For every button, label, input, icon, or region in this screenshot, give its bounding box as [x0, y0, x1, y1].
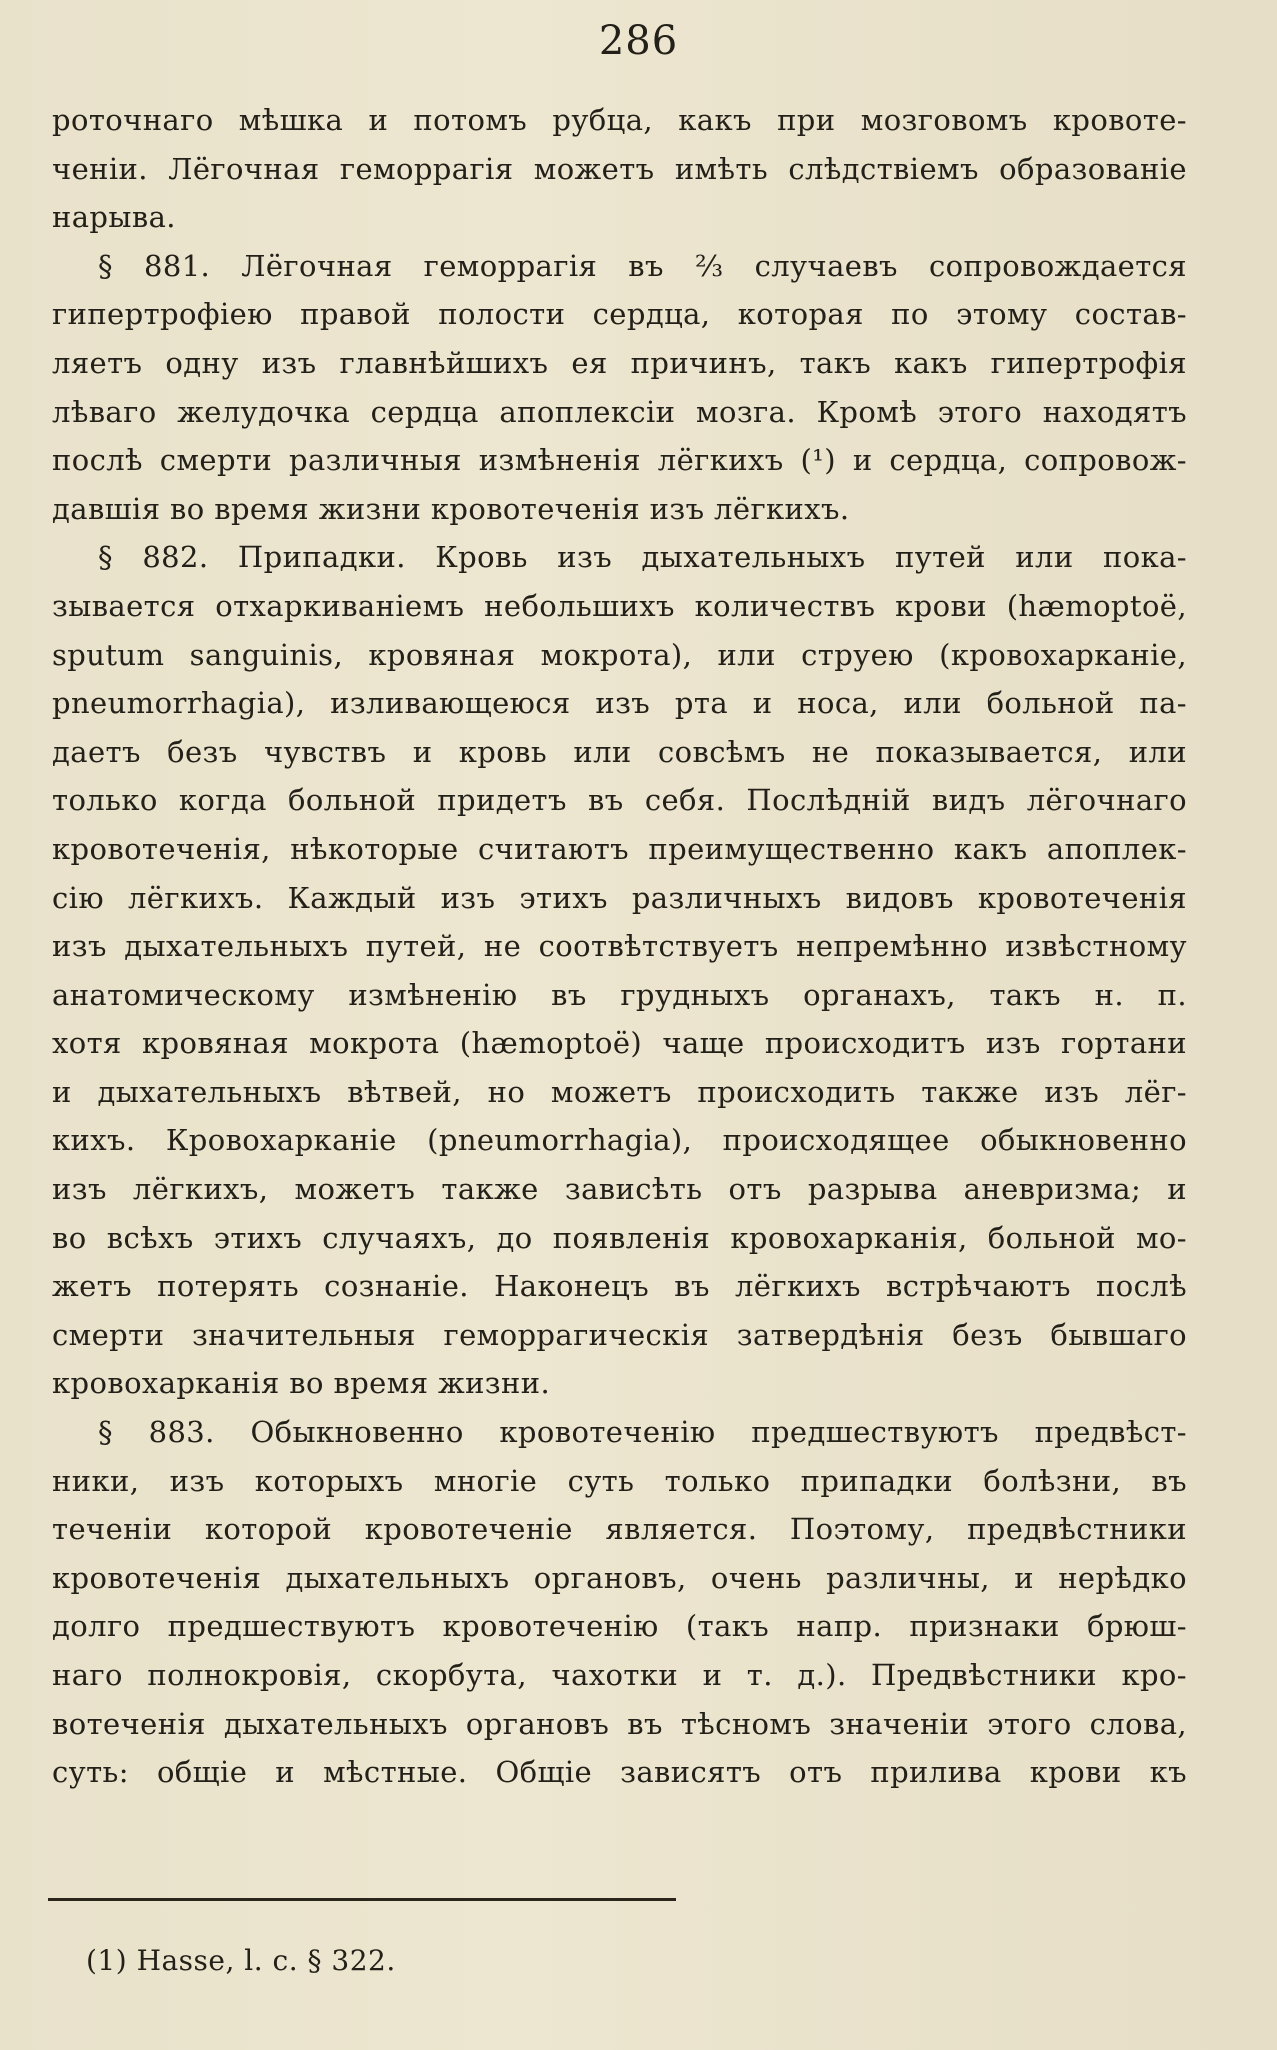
text-line: жетъ потерять сознаніе. Наконецъ въ лёгкихъ встрѣчаютъ послѣ [52, 1269, 1187, 1304]
text-line: нарыва. [52, 200, 176, 235]
text-line: и дыхательныхъ вѣтвей, но можетъ происходить также изъ лёг- [52, 1074, 1187, 1109]
text-line: изъ дыхательныхъ путей, не соотвѣтствуетъ непремѣнно извѣстному [52, 929, 1187, 964]
text-line: кровохарканія во время жизни. [52, 1366, 551, 1401]
text-line: сію лёгкихъ. Каждый изъ этихъ различныхъ видовъ кровотеченія [52, 880, 1187, 915]
text-line: только когда больной придетъ въ себя. Послѣдній видъ лёгочнаго [52, 783, 1187, 818]
text-line: лѣваго желудочка сердца апоплексіи мозга. Кромѣ этого находятъ [52, 394, 1187, 429]
text-line: анатомическому измѣненію въ грудныхъ органахъ, такъ н. п. [52, 977, 1187, 1012]
text-line: кровотеченія дыхательныхъ органовъ, очень различны, и нерѣдко [52, 1560, 1187, 1595]
text-line: наго полнокровія, скорбута, чахотки и т. д.). Предвѣстники кро- [52, 1658, 1187, 1692]
text-line: изъ лёгкихъ, можетъ также зависѣть отъ разрыва аневризма; и [52, 1172, 1187, 1207]
text-line: давшія во время жизни кровотеченія изъ лёгкихъ. [52, 491, 850, 526]
text-line: хотя кровяная мокрота (hæmoptoë) чаще происходитъ изъ гортани [52, 1026, 1187, 1061]
text-line: зывается отхаркиваніемъ небольшихъ количествъ крови (hæmoptoë, [52, 588, 1187, 623]
page-number: 286 [598, 18, 679, 64]
paragraph-882-start: § 882. Припадки. Кровь изъ дыхательныхъ путей или пока- [98, 540, 1187, 575]
text-line: ченіи. Лёгочная геморрагія можетъ имѣть слѣдствіемъ образованіе [52, 151, 1187, 186]
text-line: долго предшествуютъ кровотеченію (такъ напр. признаки брюш- [52, 1609, 1187, 1644]
footnote-divider [48, 1898, 676, 1901]
text-line: кровотеченія, нѣкоторые считаютъ преимущественно какъ апоплек- [52, 831, 1187, 866]
text-line: sputum sanguinis, кровяная мокрота), или струею (кровохарканіе, [52, 637, 1187, 672]
text-line: послѣ смерти различныя измѣненія лёгкихъ (¹) и сердца, сопровож- [52, 443, 1187, 478]
text-line: теченіи которой кровотеченіе является. Поэтому, предвѣстники [52, 1512, 1187, 1547]
text-line: ляетъ одну изъ главнѣйшихъ ея причинъ, такъ какъ гипертрофія [52, 345, 1187, 380]
text-line: гипертрофіею правой полости сердца, которая по этому состав- [52, 297, 1187, 332]
text-line: во всѣхъ этихъ случаяхъ, до появленія кровохарканія, больной мо- [52, 1220, 1187, 1255]
text-line: даетъ безъ чувствъ и кровь или совсѣмъ не показывается, или [52, 734, 1187, 769]
text-line: pneumorrhagia), изливающеюся изъ рта и носа, или больной па- [52, 686, 1187, 721]
body-text [52, 96, 1187, 1797]
paragraph-883-start: § 883. Обыкновенно кровотеченію предшествуютъ предвѣст- [98, 1415, 1187, 1450]
text-line: смерти значительныя геморрагическія затвердѣнія безъ бывшаго [52, 1317, 1187, 1352]
text-line: кихъ. Кровохарканіе (pneumorrhagia), происходящее обыкновенно [52, 1123, 1187, 1158]
text-line: суть: общіе и мѣстные. Общіе зависятъ отъ прилива крови къ [52, 1755, 1187, 1790]
text-line: ники, изъ которыхъ многіе суть только припадки болѣзни, въ [52, 1463, 1187, 1498]
text-line: роточнаго мѣшка и потомъ рубца, какъ при мозговомъ кровоте- [52, 103, 1187, 137]
footnote: (1) Hasse, l. c. § 322. [86, 1944, 396, 1977]
paragraph-881-start: § 881. Лёгочная геморрагія въ ⅔ случаевъ сопровождается [98, 248, 1187, 283]
text-line: вотеченія дыхательныхъ органовъ въ тѣсномъ значеніи этого слова, [52, 1706, 1187, 1741]
